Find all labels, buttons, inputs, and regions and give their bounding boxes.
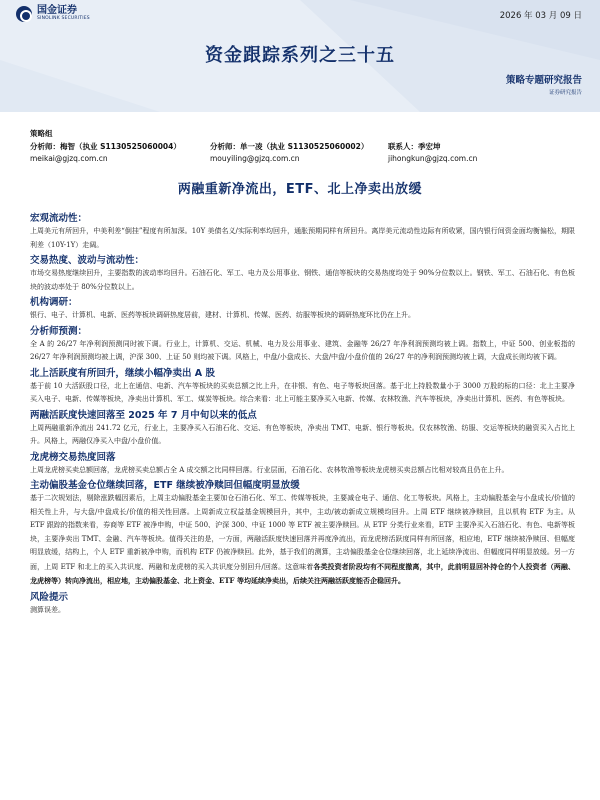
section-body-margin: 上周两融重新净流出 241.72 亿元，行业上，主要净买入石油石化、交运、有色等板块，净卖出 TMT、电新、银行等板块。仅农林牧渔、纺服、交运等板块的融资买入占比上升。风格上，两融仅净买入中盘/小盘价值。 bbox=[30, 423, 575, 445]
analyst-2-email[interactable]: mouyiling@gjzq.com.cn bbox=[210, 154, 300, 163]
section-body-macro: 上周美元有所回升，中美利差“倒挂”程度有所加深。10Y 美债名义/实际利率均回升，通胀预期同样有所回升。离岸美元流动性边际有所收紧，国内银行间资金面均衡偏松，期限利差（10Y-1Y）走阔。 bbox=[30, 227, 575, 249]
section-heading-funds: 主动偏股基金仓位继续回落，ETF 继续被净赎回但幅度明显放缓 bbox=[30, 480, 300, 491]
logo-cn-text: 国金证券 bbox=[37, 5, 77, 17]
analyst-2-name: 分析师：单一凌（执业 S1130525060002） bbox=[210, 142, 369, 151]
section-body-risk: 测算误差。 bbox=[30, 605, 65, 614]
report-header bbox=[0, 0, 600, 112]
report-subtype: 证券研究报告 bbox=[548, 90, 582, 96]
section-heading-margin: 两融活跃度快速回落至 2025 年 7 月中旬以来的低点 bbox=[30, 409, 257, 421]
section-body-funds bbox=[30, 492, 575, 589]
section-body-dragon-tiger: 上周龙虎榜买卖总额回落，龙虎榜买卖总额占全 A 成交额之比同样回落。行业层面，石油石化、农林牧渔等板块龙虎榜买卖总额占比相对较高且仍在上升。 bbox=[30, 465, 509, 474]
series-title: 资金跟踪系列之三十五 bbox=[205, 45, 395, 66]
analyst-1-email[interactable]: meikai@gjzq.com.cn bbox=[30, 154, 108, 163]
section-heading-macro: 宏观流动性： bbox=[30, 213, 88, 224]
company-logo bbox=[16, 6, 90, 22]
contact-name: 联系人：季宏坤 bbox=[388, 142, 441, 151]
report-body bbox=[30, 210, 575, 618]
section-heading-northbound: 北上活跃度有所回升，继续小幅净卖出 A 股 bbox=[30, 367, 215, 379]
team-name: 策略组 bbox=[30, 129, 53, 138]
section-heading-dragon-tiger: 龙虎榜交易热度回落 bbox=[30, 451, 116, 463]
report-type: 策略专题研究报告 bbox=[505, 75, 582, 86]
section-heading-research: 机构调研： bbox=[30, 297, 78, 308]
logo-icon bbox=[16, 6, 32, 22]
report-date: 2026 年 03 月 09 日 bbox=[499, 11, 582, 21]
section-body-funds-text: 基于二次规划法，剔除涨跌幅因素后，上周主动偏股基金主要加仓石油石化、军工、传媒等板块，主要减仓电子、通信、化工等板块。风格上，主动偏股基金与小盘成长/价值的相关性上升，与大盘/中盘成长/价值的相关性回落。上周新成立权益基金规模回升，其中，主动/被动新成立规模均回升。上周 ETF 继续被净赎回，且以机构 ETF 为主。从 ETF 跟踪的指数来看，券商等 ETF 被净申购，中证 500、沪深 300、中证 1000 等 ETF 被主要净赎回。从 ETF 分类行业来看，ETF 主要净买入石油石化、有色、电新等板块，主要净卖出 TMT、金融、汽车等板块。值得关注的是，一方面，两融活跃度快速回落并再度净流出，而龙虎榜活跃度同样有所回落，相应地，ETF 继续被净赎回、但幅度明显放缓，结构上，个人 ETF 重新被净申购，而机构 ETF 仍被净赎回。此外，基于我们的测算，主动偏股基金仓位继续回落，北上延续净流出、但幅度同样明显放缓。另一方面，上周 ETF 和北上的买入共识度、两融和龙虎榜的买入共识度分别回升/回落。这意味着 bbox=[30, 494, 575, 571]
article-title: 两融重新净流出，ETF、北上净卖出放缓 bbox=[177, 182, 423, 197]
analyst-block bbox=[30, 128, 570, 163]
section-body-funds-emphasis: 各类投资者阶段均有不同程度撤离，其中，此前明显回补持仓的个人投资者（两融、龙虎榜等）转向净流出，相应地，主动偏股基金、北上资金、ETF 等均延续净卖出，后续关注两融活跃度能否企稳回升。 bbox=[30, 561, 576, 585]
section-body-trading: 市场交易热度继续回升，主要指数的波动率均回升。石油石化、军工、电力及公用事业、钢铁、通信等板块的交易热度均处于 90%分位数以上。钢铁、军工、石油石化、有色板块的波动率处于 80%分位数以上。 bbox=[30, 269, 575, 291]
section-heading-forecast: 分析师预测： bbox=[30, 325, 88, 337]
section-heading-trading: 交易热度、波动与流动性： bbox=[30, 255, 145, 266]
contact-email[interactable]: jihongkun@gjzq.com.cn bbox=[388, 154, 478, 163]
logo-en-text: SINOLINK SECURITIES bbox=[37, 16, 90, 22]
section-body-research: 银行、电子、计算机、电新、医药等板块调研热度居前，建材、计算机、传媒、医药、纺服等板块的调研热度环比仍在上升。 bbox=[30, 311, 415, 319]
section-heading-risk: 风险提示 bbox=[30, 591, 69, 603]
section-body-forecast: 全 A 的 26/27 年净利润预测同时被下调。行业上，计算机、交运、机械、电力及公用事业、建筑、金融等 26/27 年净利润预测均被上调。指数上，中证 500、创业板指的 26/27 年净利润预测均被上调，沪深 300、上证 50 则均被下调。风格上，中盘/小盘成长、大盘/中盘/小盘价值的 26/27 年的净利润预测均被上调，大盘成长则均被下调。 bbox=[30, 339, 575, 361]
analyst-1-name: 分析师：梅智（执业 S1130525060004） bbox=[30, 142, 181, 151]
section-body-northbound: 基于前 10 大活跃股口径，北上在通信、电新、汽车等板块的买卖总额之比上升，在非银、有色、电子等板块回落。基于北上持股数量小于 3000 万股的标的口径：北上主要净买入电子、电新、传媒等板块，净卖出计算机、军工、煤炭等板块。综合来看：北上可能主要净买入电新、传媒、农林牧渔、汽车等板块，净卖出计算机、医药、有色等板块。 bbox=[30, 381, 575, 403]
